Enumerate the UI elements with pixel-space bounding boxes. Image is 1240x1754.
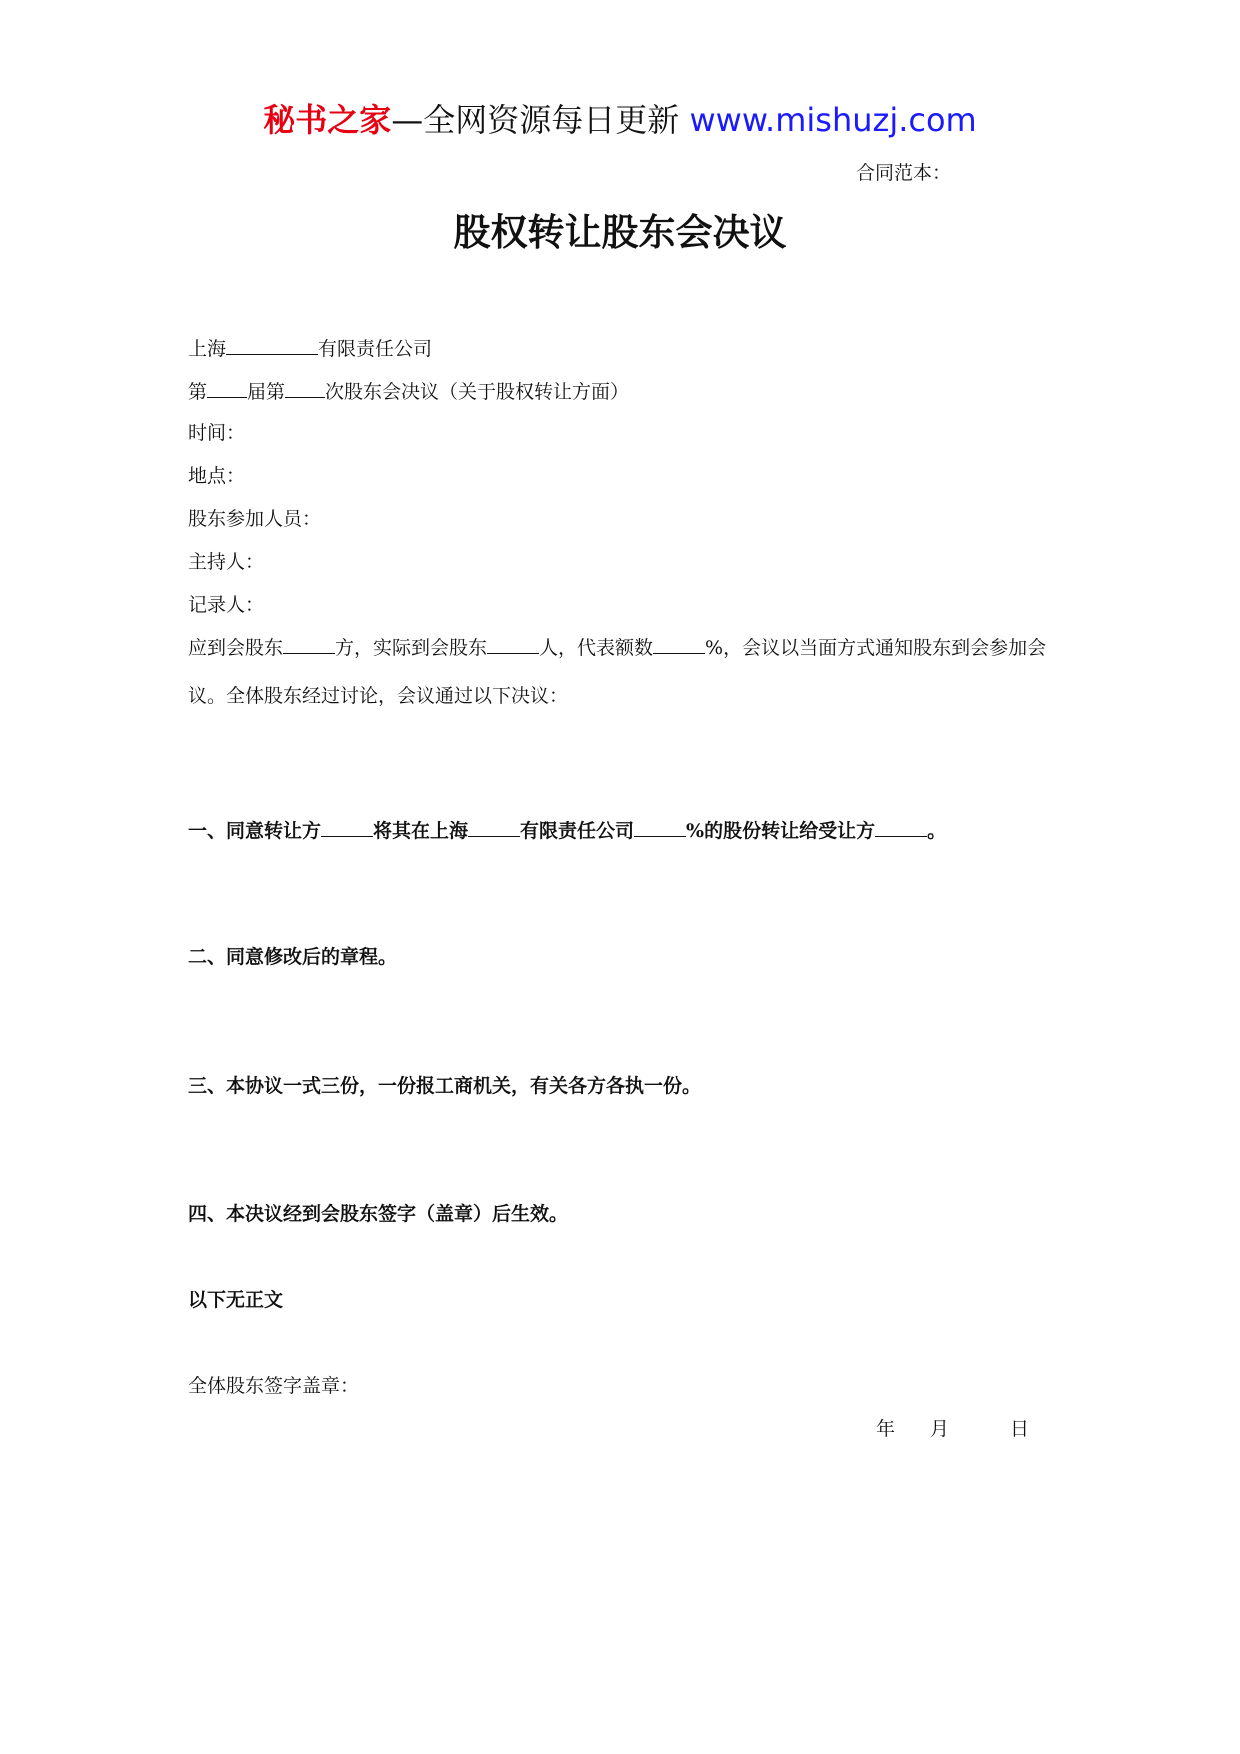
resolution-3: 三、本协议一式三份，一份报工商机关，有关各方各执一份。 [188, 1075, 702, 1097]
end-of-text-note: 以下无正文 [188, 1289, 284, 1311]
share-percentage-blank[interactable] [653, 633, 705, 654]
session-number-blank[interactable] [207, 377, 247, 398]
header-brand: 秘书之家 [263, 101, 392, 139]
transferor-blank[interactable] [321, 816, 373, 837]
actual-shareholders-blank[interactable] [487, 633, 539, 654]
session-text-2: 届第 [247, 381, 286, 403]
recorder-label: 记录人： [188, 594, 265, 616]
date-day: 日 [1010, 1418, 1030, 1440]
resolution-1-text-2: 将其在上海 [373, 820, 469, 842]
company-suffix: 有限责任公司 [318, 338, 433, 360]
resolution-2: 二、同意修改后的章程。 [188, 946, 398, 968]
place-label: 地点： [188, 465, 246, 487]
session-line [188, 377, 629, 405]
transfer-percentage-blank[interactable] [634, 816, 686, 837]
date-month: 月 [930, 1418, 950, 1440]
expected-shareholders-blank[interactable] [283, 633, 335, 654]
attendance-paragraph [188, 624, 1058, 720]
session-text-3: 次股东会决议（关于股权转让方面） [325, 381, 630, 403]
attendance-text-4: %，会议以当面方式通知股东到会参加会议。全体股东经过讨论，会议通过以下决议： [188, 637, 1047, 707]
session-text-1: 第 [188, 381, 208, 403]
attendance-text-1: 应到会股东 [188, 637, 284, 659]
site-header [0, 100, 1240, 140]
resolution-1-text-3: 有限责任公司 [520, 820, 635, 842]
company-name-blank[interactable] [226, 334, 318, 355]
meeting-number-blank[interactable] [285, 377, 325, 398]
date-line [876, 1416, 1029, 1442]
transferee-blank[interactable] [875, 816, 927, 837]
resolution-1 [188, 816, 946, 844]
company-line [188, 334, 432, 362]
time-label: 时间： [188, 422, 246, 444]
attendees-label: 股东参加人员： [188, 508, 322, 530]
resolution-1-text-4: %的股份转让给受让方 [686, 820, 876, 842]
attendance-text-3: 人，代表额数 [539, 637, 654, 659]
attendance-text-2: 方，实际到会股东 [335, 637, 488, 659]
document-title: 股权转让股东会决议 [453, 210, 787, 254]
date-year: 年 [876, 1418, 896, 1440]
resolution-1-text-1: 一、同意转让方 [188, 820, 322, 842]
resolution-4: 四、本决议经到会股东签字（盖章）后生效。 [188, 1203, 569, 1225]
contract-sample-label: 合同范本： [856, 162, 952, 184]
host-label: 主持人： [188, 551, 265, 573]
signature-label: 全体股东签字盖章： [188, 1375, 360, 1397]
header-url-link[interactable]: www.mishuzj.com [689, 101, 977, 139]
resolution-1-text-5: 。 [927, 820, 947, 842]
header-slogan: —全网资源每日更新 [391, 101, 690, 139]
company-blank[interactable] [468, 816, 520, 837]
company-prefix: 上海 [188, 338, 227, 360]
